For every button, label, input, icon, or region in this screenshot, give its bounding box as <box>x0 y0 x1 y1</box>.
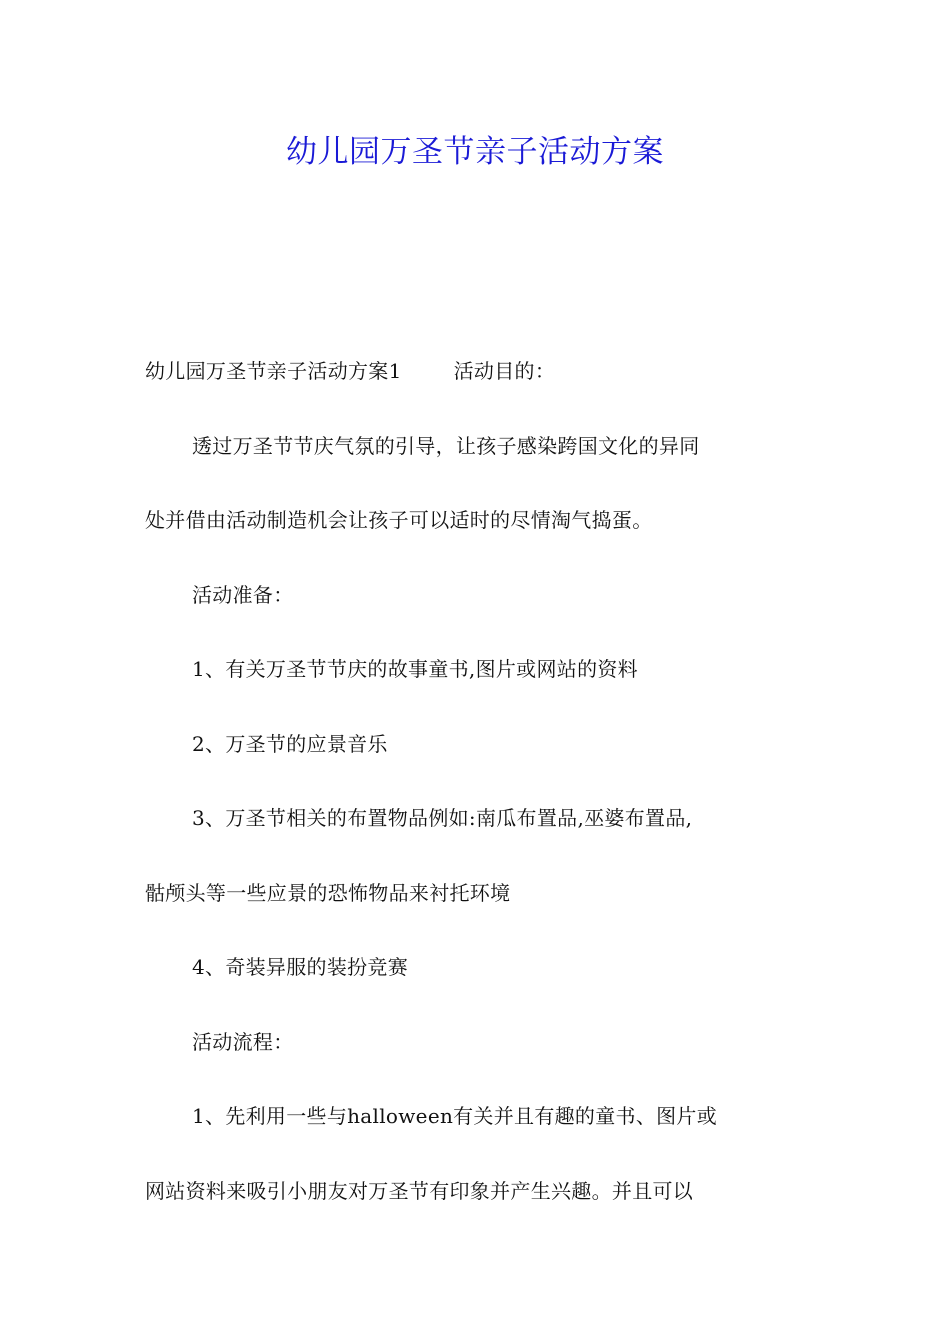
paragraph-line: 2、万圣节的应景音乐 <box>192 731 388 756</box>
paragraph-line: 处并借由活动制造机会让孩子可以适时的尽情淘气捣蛋。 <box>145 508 653 532</box>
subsection-heading: 活动目的： <box>453 359 556 383</box>
paragraph-line: 透过万圣节节庆气氛的引导，让孩子感染跨国文化的异同 <box>192 433 700 458</box>
paragraph-line: 活动流程： <box>192 1029 294 1054</box>
document-title: 幼儿园万圣节亲子活动方案 <box>286 134 664 170</box>
paragraph-line: 活动准备： <box>192 582 294 607</box>
paragraph-line <box>145 334 810 409</box>
document-body <box>145 334 810 1228</box>
paragraph-line: 4、奇装异服的装扮竞赛 <box>192 955 409 979</box>
paragraph-line: 1、有关万圣节节庆的故事童书,图片或网站的资料 <box>192 657 638 681</box>
paragraph-line: 骷颅头等一些应景的恐怖物品来衬托环境 <box>145 880 511 905</box>
paragraph-line: 1、先利用一些与halloween有关并且有趣的童书、图片或 <box>192 1104 718 1128</box>
paragraph-line: 3、万圣节相关的布置物品例如:南瓜布置品,巫婆布置品, <box>192 806 693 830</box>
section-heading: 幼儿园万圣节亲子活动方案1 <box>145 359 402 383</box>
paragraph-line: 网站资料来吸引小朋友对万圣节有印象并产生兴趣。并且可以 <box>145 1178 694 1203</box>
